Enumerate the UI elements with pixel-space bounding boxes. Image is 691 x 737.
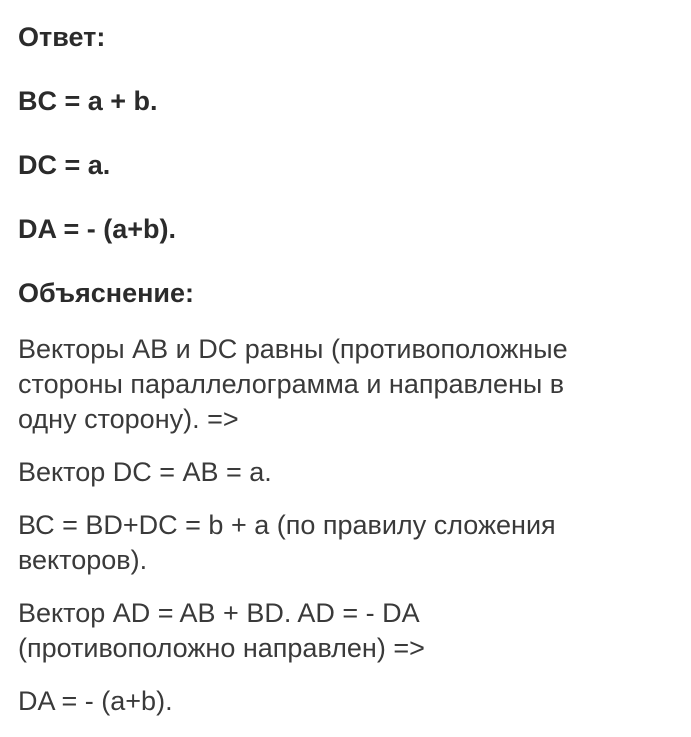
explanation-paragraph-3-line-1: ВС = BD+DC = b + a (по правилу сложения [18, 510, 556, 540]
explanation-paragraph-1-line-1: Векторы АВ и DC равны (противоположные [18, 334, 568, 364]
explanation-paragraph-5-line-1: DA = - (a+b). [18, 686, 173, 716]
explanation-paragraph-4-line-1: Вектор AD = AB + BD. AD = - DA [18, 598, 420, 628]
answer-line-dc: DC = a. [18, 150, 111, 180]
explanation-paragraph-3-line-2: векторов). [18, 545, 148, 575]
explanation-paragraph-4-line-2: (противоположно направлен) => [18, 633, 425, 663]
answer-line-da: DA = - (a+b). [18, 214, 177, 244]
explanation-paragraph-1-line-2: стороны параллелограмма и направлены в [18, 369, 565, 399]
explanation-heading: Объяснение: [18, 278, 195, 308]
answer-line-bc: BC = a + b. [18, 86, 158, 116]
explanation-paragraph-2-line-1: Вектор DC = АВ = а. [18, 457, 272, 487]
explanation-paragraph-1-line-3: одну сторону). => [18, 404, 239, 434]
answer-heading: Ответ: [18, 22, 106, 52]
